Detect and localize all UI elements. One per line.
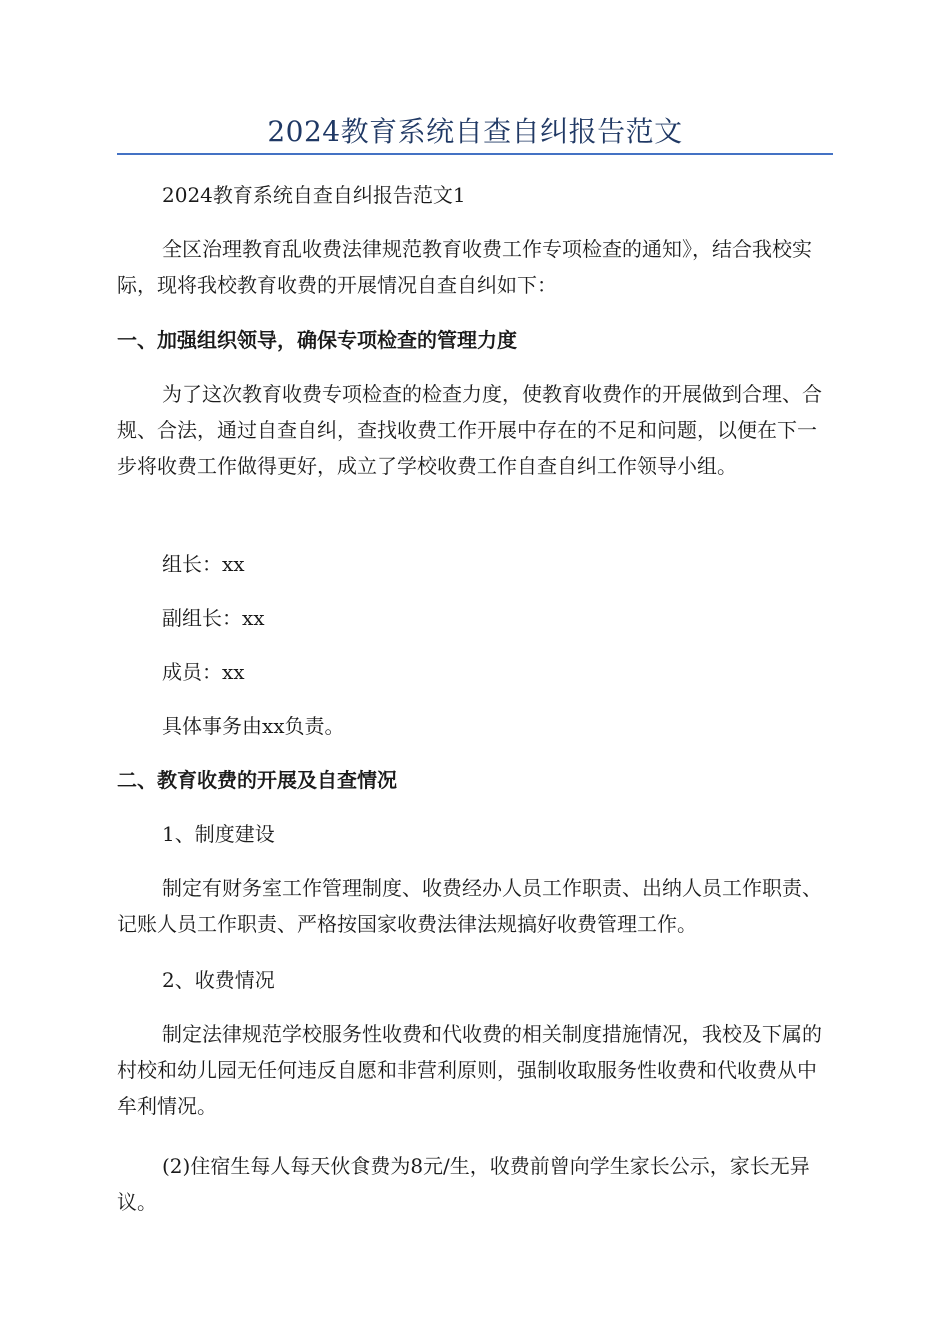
members-line: 成员：xx bbox=[162, 660, 245, 684]
title-underline bbox=[117, 153, 833, 155]
section1-heading: 一、加强组织领导，确保专项检查的管理力度 bbox=[117, 328, 517, 352]
deputy-leader-line: 副组长：xx bbox=[162, 606, 265, 630]
section2-heading: 二、教育收费的开展及自查情况 bbox=[117, 768, 397, 792]
intro-paragraph: 全区治理教育乱收费法律规范教育收费工作专项检查的通知》，结合我校实际，现将我校教育收费的开展情况自查自纠如下： bbox=[117, 237, 812, 297]
document-subtitle: 2024教育系统自查自纠报告范文1 bbox=[162, 183, 466, 207]
sub1-paragraph: 制定有财务室工作管理制度、收费经办人员工作职责、出纳人员工作职责、记账人员工作职责、严格按国家收费法律法规搞好收费管理工作。 bbox=[117, 876, 822, 936]
leader-line: 组长：xx bbox=[162, 552, 245, 576]
sub2-heading: 2、收费情况 bbox=[162, 968, 275, 992]
responsible-line: 具体事务由xx负责。 bbox=[162, 714, 345, 738]
document-title: 2024教育系统自查自纠报告范文 bbox=[267, 115, 683, 148]
section1-paragraph: 为了这次教育收费专项检查的检查力度，使教育收费作的开展做到合理、合规、合法，通过自查自纠，查找收费工作开展中存在的不足和问题，以便在下一步将收费工作做得更好，成立了学校收费工作自查自纠工作领导小组。 bbox=[117, 382, 822, 478]
sub1-heading: 1、制度建设 bbox=[162, 822, 275, 846]
item2-paragraph: (2)住宿生每人每天伙食费为8元/生，收费前曾向学生家长公示，家长无异议。 bbox=[117, 1154, 810, 1214]
sub2-paragraph: 制定法律规范学校服务性收费和代收费的相关制度措施情况，我校及下属的村校和幼儿园无任何违反自愿和非营利原则，强制收取服务性收费和代收费从中牟利情况。 bbox=[117, 1022, 822, 1118]
